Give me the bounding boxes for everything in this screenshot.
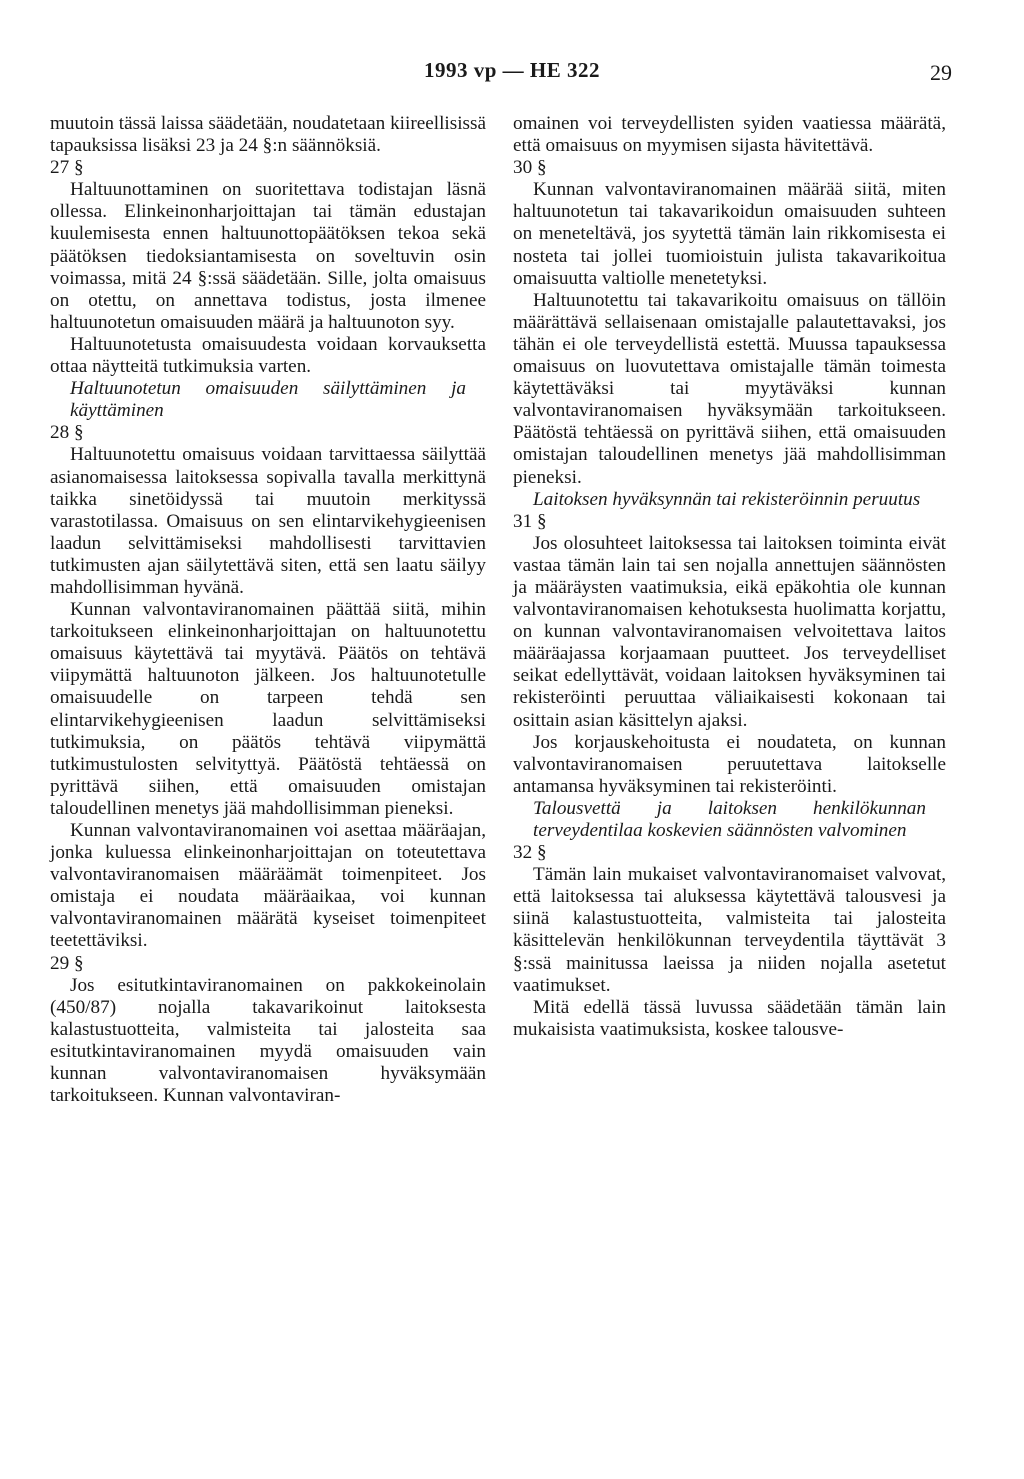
section-31-number: 31 §	[513, 510, 547, 532]
section-30-paragraph-2: Haltuunotettu tai takavarikoitu omaisuus on tällöin määrättävä sellaisenaan omistajalle palautettavaksi, jos tähän ei ole terveydellistä estettä. Muussa tapauksessa omaisuus on luovutettava omistajalle tämän toimesta käytettäväksi tai myytäväksi kunnan valvontaviranomaisen hyväksymään tarkoitukseen. Päätöstä tehtäessä on pyrittävä siihen, että omaisuuden omistajan taloudellinen menetys jää mahdollisimman pieneksi.	[513, 289, 946, 488]
section-27-paragraph-2: Haltuunotetusta omaisuudesta voidaan korvauksetta ottaa näytteitä tutkimuksia varten.	[50, 333, 486, 378]
section-28-paragraph-3: Kunnan valvontaviranomainen voi asettaa määräajan, jonka kuluessa elinkeinonharjoittajan on toteutettava valvontaviranomaisen määräämät toimenpiteet. Jos omistaja ei noudata määräaikaa, voi kunnan valvontaviranomainen määrätä kyseiset toimenpiteet teetettäviksi.	[50, 820, 486, 952]
left-column	[50, 113, 486, 1107]
section-28-paragraph-2: Kunnan valvontaviranomainen päättää siitä, mihin tarkoitukseen elinkeinonharjoittajan on haltuunotettu omaisuus käytettävä tai myytävä. Päätös on tehtävä viipymättä haltuunoton jälkeen. Jos haltuunotetulle omaisuudelle on tarpeen tehdä sen elintarvikehygieenisen laadun selvittämiseksi tutkimuksia, on päätös tehtävä viipymättä tutkimustulosten selvityttyä. Päätöstä tehtäessä on pyrittävä siihen, että omaisuuden omistajan taloudellinen menetys jää mahdollisimman pieneksi.	[50, 599, 486, 819]
section-31-paragraph-2: Jos korjauskehoitusta ei noudateta, on kunnan valvontaviranomaisen peruutettava laitokselle antamansa hyväksyminen tai rekisteröinti.	[513, 731, 946, 797]
section-28-number: 28 §	[50, 422, 84, 444]
paragraph-continuation: muutoin tässä laissa säädetään, noudatetaan kiireellisissä tapauksissa lisäksi 23 ja 24 §:n säännöksiä.	[50, 113, 486, 157]
running-header: 1993 vp — HE 322	[423, 58, 601, 82]
section-28-paragraph-1: Haltuunotettu omaisuus voidaan tarvittaessa säilyttää asianomaisessa laitoksessa sopivalla tavalla merkittynä taikka sinetöidyssä tai muutoin merkityssä varastotilassa. Omaisuus on sen elintarvikehygieenisen laadun selvittämiseksi mahdollisesti tarvittavien tutkimusten ajan säilytettävä siten, että sen laatu säilyy mahdollisimman hyvänä.	[50, 444, 486, 598]
page-number: 29	[930, 60, 952, 85]
section-30-number: 30 §	[513, 157, 547, 179]
section-32-number: 32 §	[513, 842, 547, 864]
chapter-heading-storage: Haltuunotetun omaisuuden säilyttäminen ja käyttäminen	[70, 378, 466, 422]
section-32-paragraph-1: Tämän lain mukaiset valvontaviranomaiset valvovat, että laitoksessa tai aluksessa käytettävä talousvesi ja siinä kalastustuotteita, valmisteita tai jalosteita käsittelevän henkilökunnan terveydentila täyttävät 3 §:ssä mainitussa laeissa ja niiden nojalla asetetut vaatimukset.	[513, 864, 946, 996]
chapter-heading-water-health: Talousvettä ja laitoksen henkilökunnan terveydentilaa koskevien säännösten valvominen	[533, 797, 926, 841]
section-31-paragraph-1: Jos olosuhteet laitoksessa tai laitoksen toiminta eivät vastaa tämän lain tai sen nojalla annettujen säännösten ja määräysten vaatimuksia, eikä epäkohtia ole kunnan valvontaviranomaisen kehotuksesta huolimatta korjattu, on kunnan valvontaviranomaisen velvoitettava laitos määräajassa korjaamaan puutteet. Jos terveydelliset seikat edellyttävät, voidaan laitoksen hyväksyminen tai rekisteröinti peruuttaa väliaikaisesti kokonaan tai osittain asian käsittelyn ajaksi.	[513, 532, 946, 731]
section-32-paragraph-2: Mitä edellä tässä luvussa säädetään tämän lain mukaisista vaatimuksista, koskee talousve-	[513, 996, 946, 1040]
section-27-number: 27 §	[50, 157, 84, 179]
section-30-paragraph-1: Kunnan valvontaviranomainen määrää siitä, miten haltuunotetun tai takavarikoidun omaisuuden suhteen on meneteltävä, jos syytettä tämän lain rikkomisesta ei nosteta tai jollei tuomioistuin julista takavarikoitua omaisuutta valtiolle menetetyksi.	[513, 179, 946, 289]
section-29-number: 29 §	[50, 952, 84, 974]
section-27-paragraph-1: Haltuunottaminen on suoritettava todistajan läsnä ollessa. Elinkeinonharjoittajan tai tämän edustajan kuulemisesta ennen haltuunottopäätöksen tekoa sekä päätöksen tiedoksiantamisesta on soveltuvin osin voimassa, mitä 24 §:ssä säädetään. Sille, jolta omaisuus on otettu, on annettava todistus, josta ilmenee haltuunotetun omaisuuden määrä ja haltuunoton syy.	[50, 179, 486, 333]
paragraph-continuation: omainen voi terveydellisten syiden vaatiessa määrätä, että omaisuus on myymisen sijasta hävitettävä.	[513, 113, 946, 157]
chapter-heading-revocation: Laitoksen hyväksynnän tai rekisteröinnin peruutus	[533, 488, 921, 510]
right-column	[513, 113, 946, 1041]
section-29-paragraph-1: Jos esitutkintaviranomainen on pakkokeinolain (450/87) nojalla takavarikoinut laitoksesta kalastustuotteita, valmisteita tai jalosteita saa esitutkintaviranomainen myydä omaisuuden vain kunnan valvontaviranomaisen hyväksymään tarkoitukseen. Kunnan valvontaviran-	[50, 974, 486, 1107]
